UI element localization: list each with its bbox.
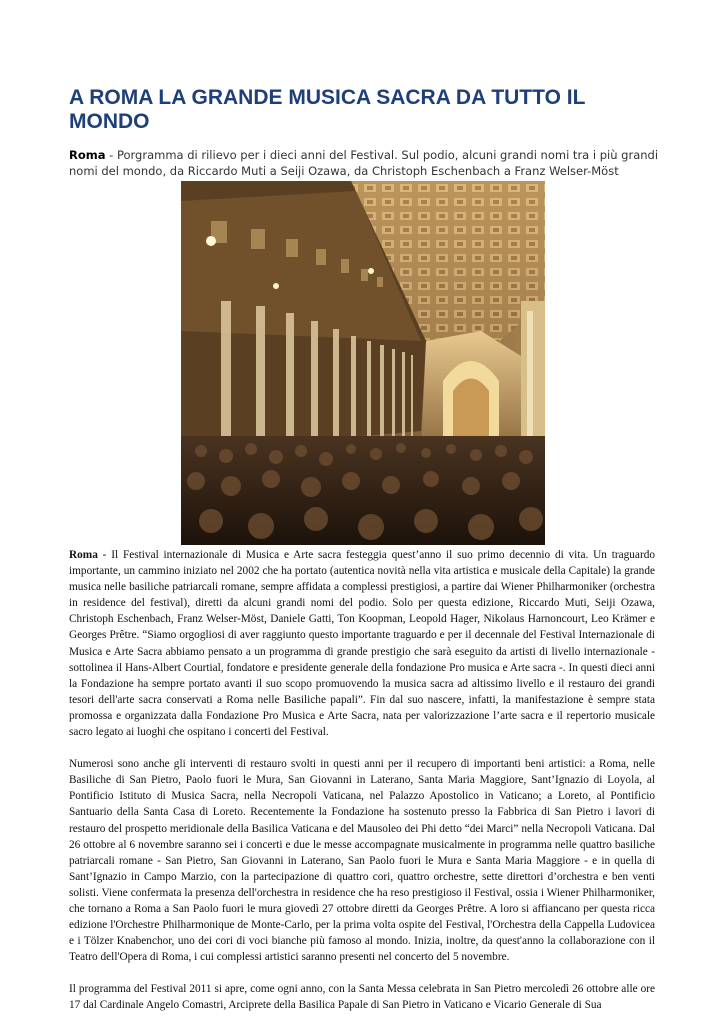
body-paragraph-2	[69, 756, 655, 965]
article-title: A ROMA LA GRANDE MUSICA SACRA DA TUTTO IL MONDO	[69, 86, 586, 133]
body-paragraph-3	[69, 981, 655, 1013]
body-paragraph-1	[69, 547, 655, 740]
article-body	[69, 547, 655, 1030]
basilica-concert-photo	[181, 181, 545, 545]
paragraph-text: Numerosi sono anche gli interventi di restauro svolti in questi anni per il recupero di importanti beni artistici: a Roma, nelle Basiliche di San Pietro, Paolo fuori le Mura, San Giovanni in Laterano, Santa Maria Maggiore, Sant’Ignazio di Loyola, al Pontificio Istituto di Musica Sacra, nella Necropoli Vaticana, nel Palazzo Apostolico in Vaticano; a Loreto, al Pontificio Santuario della Santa Casa di Loreto. Recentemente la Fondazione ha sostenuto presso la Fabbrica di San Pietro i lavori di restauro del prospetto meridionale della Basilica Vaticana e del Mausoleo dei Phi detto “dei Marci” nella Necropoli Vaticana. Dal 26 ottobre al 6 novembre saranno sei i concerti e due le messe accompagnate musicalmente in programma nelle quattro basiliche patriarcali romane - San Pietro, San Giovanni in Laterano, San Paolo fuori le Mura e Santa Maria Maggiore - e in quella di Sant’Ignazio in Campo Marzio, con la partecipazione di quattro cori, quattro orchestre, sette direttori d’orchestra e ben venti solisti. Viene confermata la presenza dell'orchestra in residence che ha reso prestigioso il Festival, ossia i Wiener Philharmoniker, che tornano a Roma a San Paolo fuori le mura giovedì 27 ottobre diretti da Georges Prêtre. A loro si affiancano per questa ricca edizione l'Orchestre Philharmonique de Monte-Carlo, per la prima volta ospite del Festival, l'Orchestra della Cappella Ludovicea e i Tölzer Knabenchor, uno dei cori di voci bianche più famoso al mondo. Inizia, inoltre, da quest'anno la collaborazione con il Teatro dell'Opera di Roma, i cui complessi artistici saranno presenti nel concerto del 5 novembre.	[69, 758, 655, 964]
lead-text: - Porgramma di rilievo per i dieci anni del Festival. Sul podio, alcuni grandi nomi tra i più grandi nomi del mondo, da Riccardo Muti a Seiji Ozawa, da Christoph Eschenbach a Franz Welser-Möst	[69, 148, 659, 178]
paragraph-text: - Il Festival internazionale di Musica e Arte sacra festeggia quest’anno il suo primo decennio di vita. Un traguardo importante, un cammino iniziato nel 2002 che ha portato (autentica novità nella vita artistica e musicale della Capitale) la grande musica nelle basiliche patriarcali romane, sempre affidata a complessi prestigiosi, a partire dai Wiener Philharmoniker (orchestra in residence del festival), diretti da alcuni grandi nomi del podio. Solo per questa edizione, Riccardo Muti, Seiji Ozawa, Christoph Eschenbach, Franz Welser-Möst, Daniele Gatti, Ton Koopman, Leopold Hager, Nikolaus Harnoncourt, Leo Krämer e Georges Prêtre. “Siamo orgogliosi di aver raggiunto questo importante traguardo e per il decennale del Festival Internazionale di Musica e Arte Sacra abbiamo pensato a un programma di grande prestigio che sarà eseguito da artisti di livello internazionale - sottolinea il Hans-Albert Courtial, fondatore e presidente generale della fondazione Pro musica e Arte sacra -. In questi dieci anni la Fondazione ha sempre portato avanti il suo scopo promuovendo la musica sacra ad altissimo livello e il restauro dei grandi tesori dell'arte sacra conservati a Roma nelle Basiliche papali”. Fin dal suo nascere, infatti, la manifestazione è sempre stata promossa e organizzata dalla Fondazione Pro Musica e Arte Sacra, nata per valorizzazione l’arte sacra e il repertorio musicale sacro legato ai luoghi che ospitano i concerti del Festival.	[69, 549, 655, 739]
lead-dateline: Roma	[69, 148, 106, 162]
paragraph-text: Il programma del Festival 2011 si apre, come ogni anno, con la Santa Messa celebrata in San Pietro mercoledì 26 ottobre alle ore 17 dal Cardinale Angelo Comastri, Arciprete della Basilica Papale di San Pietro in Vaticano e Vicario Generale di Sua	[69, 983, 655, 1012]
paragraph-dateline: Roma	[69, 549, 98, 561]
article-lead	[69, 147, 659, 179]
